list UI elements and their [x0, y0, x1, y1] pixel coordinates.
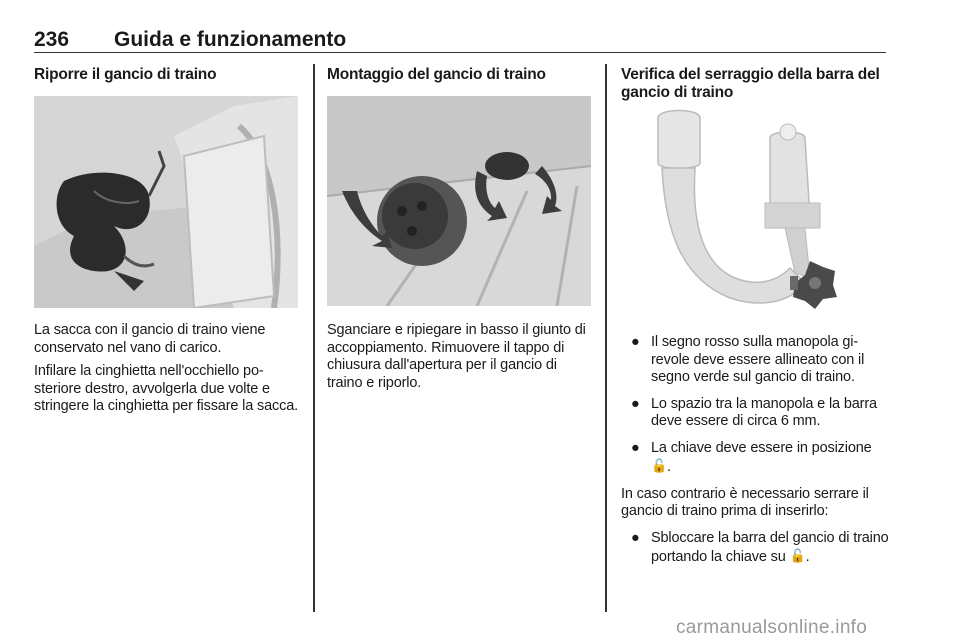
column-2 — [327, 66, 593, 84]
column-divider — [605, 64, 607, 612]
towbar-bag-image — [34, 96, 298, 308]
paragraph: La sacca con il gancio di traino viene conservato nel vano di carico. — [34, 322, 266, 356]
section-title: Verifica del serraggio della barra del gancio di traino — [621, 66, 880, 101]
column-2-text — [327, 322, 595, 398]
paragraph: Infilare la cinghietta nell'occhiello po- steriore destro, avvolgerla due volte e stringere la cinghietta per fissare la sacca. — [34, 363, 299, 414]
towbar-hook-illustration — [640, 108, 870, 326]
column-3 — [621, 66, 887, 102]
bullet-list — [621, 334, 889, 477]
bullet-icon: ● — [631, 334, 640, 350]
towbar-socket-illustration — [327, 96, 591, 306]
watermark: carmanualsonline.info — [676, 617, 868, 638]
list-item: ● La chiave deve essere in posizione 🔓. — [631, 439, 872, 475]
chapter-title: Guida e funzionamento — [114, 28, 347, 51]
towbar-bag-illustration — [34, 96, 298, 308]
section-title: Riporre il gancio di traino — [34, 66, 217, 83]
page-header — [34, 26, 886, 53]
section-title: Montaggio del gancio di traino — [327, 66, 546, 83]
towbar-socket-image — [327, 96, 591, 306]
list-item: ● Lo spazio tra la manopola e la barra deve essere di circa 6 mm. — [631, 395, 877, 429]
column-1 — [34, 66, 300, 84]
lock-icon: 🔓 — [651, 458, 668, 473]
list-item: ● Sbloccare la barra del gancio di traino portando la chiave su 🔓. — [631, 529, 889, 565]
column-1-text — [34, 322, 302, 422]
column-divider — [313, 64, 315, 612]
towbar-hook-image — [640, 108, 870, 326]
column-3-text — [621, 334, 889, 576]
bullet-list — [621, 530, 889, 567]
bullet-icon: ● — [631, 395, 640, 412]
paragraph: Sganciare e ripiegare in basso il giunto di accoppiamento. Rimuovere il tappo di chiusura dall'apertura per il gancio di traino e riporlo. — [327, 322, 586, 391]
list-item: ● Il segno rosso sulla manopola gi- revole deve essere allineato con il segno verde sul gancio di traino. — [631, 334, 865, 385]
bullet-icon: ● — [631, 439, 640, 456]
bullet-icon: ● — [631, 529, 640, 546]
page-number: 236 — [34, 28, 70, 51]
paragraph: In caso contrario è necessario serrare il gancio di traino prima di inserirlo: — [621, 485, 869, 519]
unlock-icon: 🔓 — [789, 548, 806, 563]
